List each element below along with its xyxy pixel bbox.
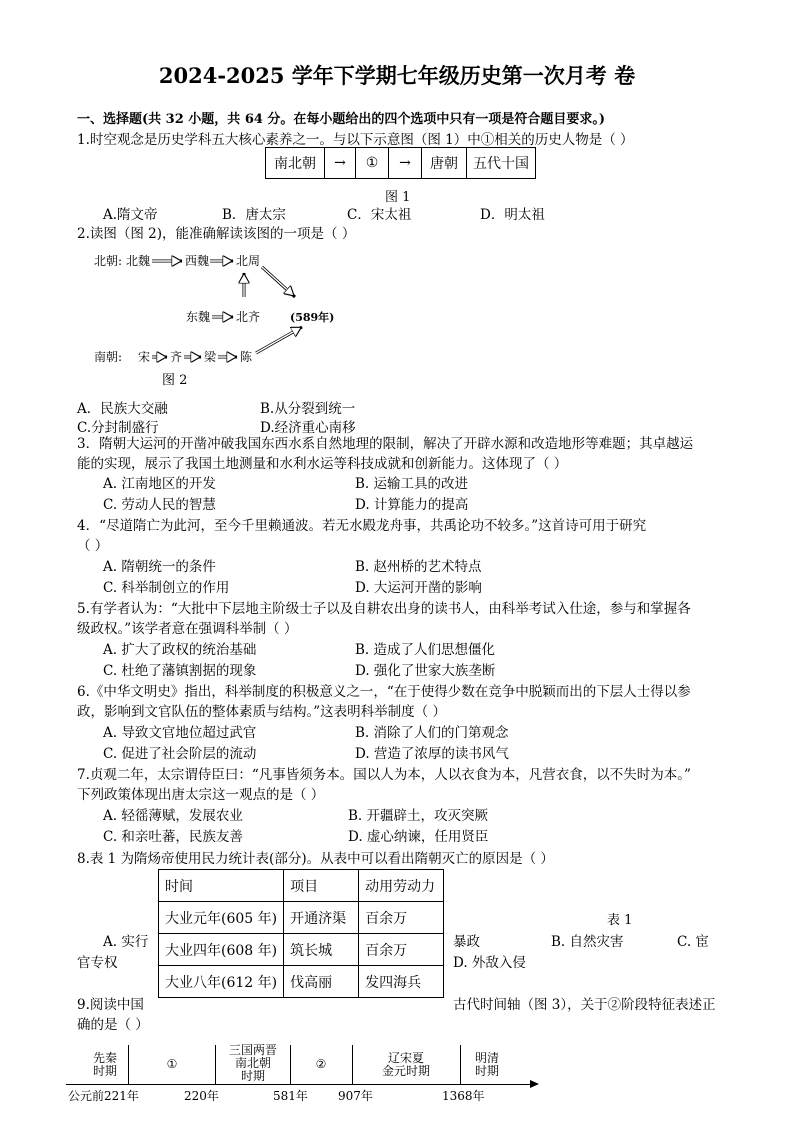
timeline-cell: 五代十国 <box>467 148 536 179</box>
axis-label-liaosong: 辽宋夏 金元时期 <box>381 1051 430 1078</box>
node-beiwei: 北魏 <box>126 254 151 268</box>
axis-year: 220年 <box>184 1089 219 1103</box>
q1-option-a[interactable]: A.隋文帝 <box>103 207 158 223</box>
q8-option-a[interactable]: A. 实行 <box>103 934 149 950</box>
table-cell: 时间 <box>159 870 284 902</box>
axis-year: 公元前221年 <box>68 1089 139 1103</box>
question-5-line2: 级政权。”该学者意在强调科举制（ ） <box>77 621 298 637</box>
timeline-arrow: → <box>325 148 356 179</box>
table-row <box>159 902 444 934</box>
arrow-icon <box>262 267 293 295</box>
table-cell: 动用劳动力 <box>359 870 444 902</box>
axis-year: 907年 <box>338 1089 373 1103</box>
axis-label-mingqing: 明清 时期 <box>474 1051 499 1078</box>
q5-option-a[interactable]: A. 扩大了政权的统治基础 <box>103 642 257 658</box>
table-1 <box>158 869 444 998</box>
q1-option-b[interactable]: B．唐太宗 <box>222 207 286 223</box>
q8-option-b[interactable]: B. 自然灾害 <box>551 934 624 950</box>
q6-option-c[interactable]: C. 促进了社会阶层的流动 <box>103 746 257 762</box>
table-cell: 百余万 <box>359 934 444 966</box>
section-heading: 一、选择题(共 32 小题，共 64 分。在每小题给出的四个选项中只有一项是符合题目要求。) <box>77 112 606 127</box>
figure-2-caption: 图 2 <box>162 373 188 388</box>
node-chen: 陈 <box>240 350 253 364</box>
figure-2-diagram <box>90 245 370 375</box>
q7-option-b[interactable]: B. 开疆辟土，攻灭突厥 <box>348 808 489 824</box>
question-9-stem-right: 古代时间轴（图 3），关于②阶段特征表述正 <box>453 997 716 1013</box>
node-beizhou: 北周 <box>236 254 261 268</box>
q5-option-c[interactable]: C. 杜绝了藩镇割据的现象 <box>103 663 257 679</box>
q3-option-d[interactable]: D. 计算能力的提高 <box>355 497 469 513</box>
q6-option-b[interactable]: B. 消除了人们的门第观念 <box>355 725 509 741</box>
timeline-arrow: → <box>389 148 422 179</box>
q6-option-d[interactable]: D. 营造了浓厚的读书风气 <box>355 746 509 762</box>
q8-option-d[interactable]: D. 外敌入侵 <box>453 955 526 971</box>
q1-timeline <box>265 147 536 179</box>
q7-option-c[interactable]: C. 和亲吐蕃，民族友善 <box>103 829 243 845</box>
question-8-stem: 8.表 1 为隋炀帝使用民力统计表(部分)。从表中可以看出隋朝灭亡的原因是（ ） <box>77 851 554 867</box>
axis-label-xianqin: 先秦 时期 <box>92 1051 117 1078</box>
question-5-line1: 5.有学者认为：“大批中下层地主阶级士子以及自耕农出身的读书人，由科举考试入仕途，参与和掌握各 <box>77 601 691 617</box>
q3-option-c[interactable]: C. 劳动人民的智慧 <box>103 497 216 513</box>
timeline-axis <box>66 1084 536 1085</box>
question-7-line2: 下列政策体现出唐太宗这一观点的是（ ） <box>77 787 325 803</box>
arrow-right-icon <box>530 1080 539 1088</box>
q4-option-d[interactable]: D. 大运河开凿的影响 <box>355 580 482 596</box>
page-title: 2024-2025 学年下学期七年级历史第一次月考 卷 <box>158 63 636 88</box>
axis-label-sanguo: 三国两晋 南北朝 时期 <box>228 1043 277 1083</box>
node-song: 宋 <box>138 350 151 364</box>
table-cell: 百余万 <box>359 902 444 934</box>
q6-option-a[interactable]: A. 导致文官地位超过武官 <box>103 725 257 741</box>
q3-option-b[interactable]: B. 运输工具的改进 <box>355 476 469 492</box>
table-header-row <box>159 870 444 902</box>
q4-option-b[interactable]: B. 赵州桥的艺术特点 <box>355 559 482 575</box>
question-3-line2: 能的实现，展示了我国土地测量和水利水运等科技成就和创新能力。这体现了（ ） <box>77 456 568 472</box>
timeline-cell: ① <box>356 148 389 179</box>
table-cell: 大业八年(612 年) <box>159 966 284 998</box>
arrow-icon <box>256 328 300 353</box>
table-cell: 大业元年(605 年) <box>159 902 284 934</box>
axis-year: 581年 <box>273 1089 308 1103</box>
timeline-cell: 南北朝 <box>266 148 325 179</box>
question-4-line2: （ ） <box>77 538 109 554</box>
table-cell: 项目 <box>284 870 359 902</box>
table-cell: 开通济渠 <box>284 902 359 934</box>
q1-option-c[interactable]: C．宋太祖 <box>347 207 412 223</box>
question-6-line1: 6.《中华文明史》指出，科举制度的积极意义之一，“在于使得少数在竞争中脱颖而出的下层人士得以参 <box>77 684 691 700</box>
q4-option-c[interactable]: C. 科举制创立的作用 <box>103 580 230 596</box>
figure-1-caption: 图 1 <box>385 190 411 205</box>
table-cell: 大业四年(608 年) <box>159 934 284 966</box>
question-3-line1: 3．隋朝大运河的开凿冲破我国东西水系自然地理的限制，解决了开辟水源和改造地形等难题；其卓越运 <box>77 436 694 452</box>
table-cell: 发四海兵 <box>359 966 444 998</box>
q1-option-d[interactable]: D．明太祖 <box>480 207 545 223</box>
north-label: 北朝: <box>94 254 123 268</box>
question-6-line2: 政，影响到文官队伍的整体素质与结构。”这表明科举制度（ ） <box>77 704 446 720</box>
south-label: 南朝: <box>94 350 123 364</box>
table-1-caption: 表 1 <box>607 913 633 928</box>
node-qi: 齐 <box>170 350 183 364</box>
question-2-stem: 2.读图（图 2)，能准确解读该图的一项是（ ） <box>77 226 356 242</box>
node-beiqi: 北齐 <box>236 310 261 324</box>
axis-label-2: ② <box>315 1057 327 1071</box>
q2-option-d[interactable]: D.经济重心南移 <box>260 420 356 436</box>
question-9-stem-left: 9.阅读中国 <box>77 997 144 1013</box>
figure-3-timeline <box>60 1040 550 1120</box>
table-cell: 筑长城 <box>284 934 359 966</box>
node-liang: 梁 <box>204 350 217 364</box>
question-7-line1: 7.贞观二年，太宗谓侍臣曰：“凡事皆须务本。国以人为本，人以衣食为本，凡营衣食，以不失时为本。” <box>77 767 691 783</box>
node-dongwei: 东魏 <box>186 310 211 324</box>
q8-option-a-end: 暴政 <box>453 934 480 950</box>
q2-option-b[interactable]: B.从分裂到统一 <box>260 401 356 417</box>
q5-option-d[interactable]: D. 强化了世家大族垄断 <box>355 663 496 679</box>
question-1-stem: 1.时空观念是历史学科五大核心素养之一。与以下示意图（图 1）中①相关的历史人物是（ ） <box>77 132 634 148</box>
q3-option-a[interactable]: A. 江南地区的开发 <box>103 476 216 492</box>
question-9-line2: 确的是（ ） <box>77 1017 149 1033</box>
table-cell: 伐高丽 <box>284 966 359 998</box>
q7-option-a[interactable]: A. 轻徭薄赋，发展农业 <box>103 808 243 824</box>
q8-option-c[interactable]: C. 宦 <box>677 934 709 950</box>
table-row <box>159 966 444 998</box>
question-4-line1: 4．“尽道隋亡为此河，至今千里赖通波。若无水殿龙舟事，共禹论功不较多。”这首诗可用于研究 <box>77 518 647 534</box>
axis-label-1: ① <box>166 1057 178 1071</box>
q4-option-a[interactable]: A. 隋朝统一的条件 <box>103 559 216 575</box>
q8-option-a-cont: 官专权 <box>77 955 118 971</box>
node-xiwei: 西魏 <box>185 254 210 268</box>
axis-year: 1368年 <box>442 1089 485 1103</box>
table-row <box>159 934 444 966</box>
q2-option-a[interactable]: A．民族大交融 <box>77 401 168 417</box>
q7-option-d[interactable]: D. 虚心纳谏，任用贤臣 <box>348 829 489 845</box>
timeline-cell: 唐朝 <box>422 148 467 179</box>
year-label: (589年) <box>290 311 335 324</box>
q5-option-b[interactable]: B. 造成了人们思想僵化 <box>355 642 496 658</box>
q2-option-c[interactable]: C.分封制盛行 <box>77 420 159 436</box>
